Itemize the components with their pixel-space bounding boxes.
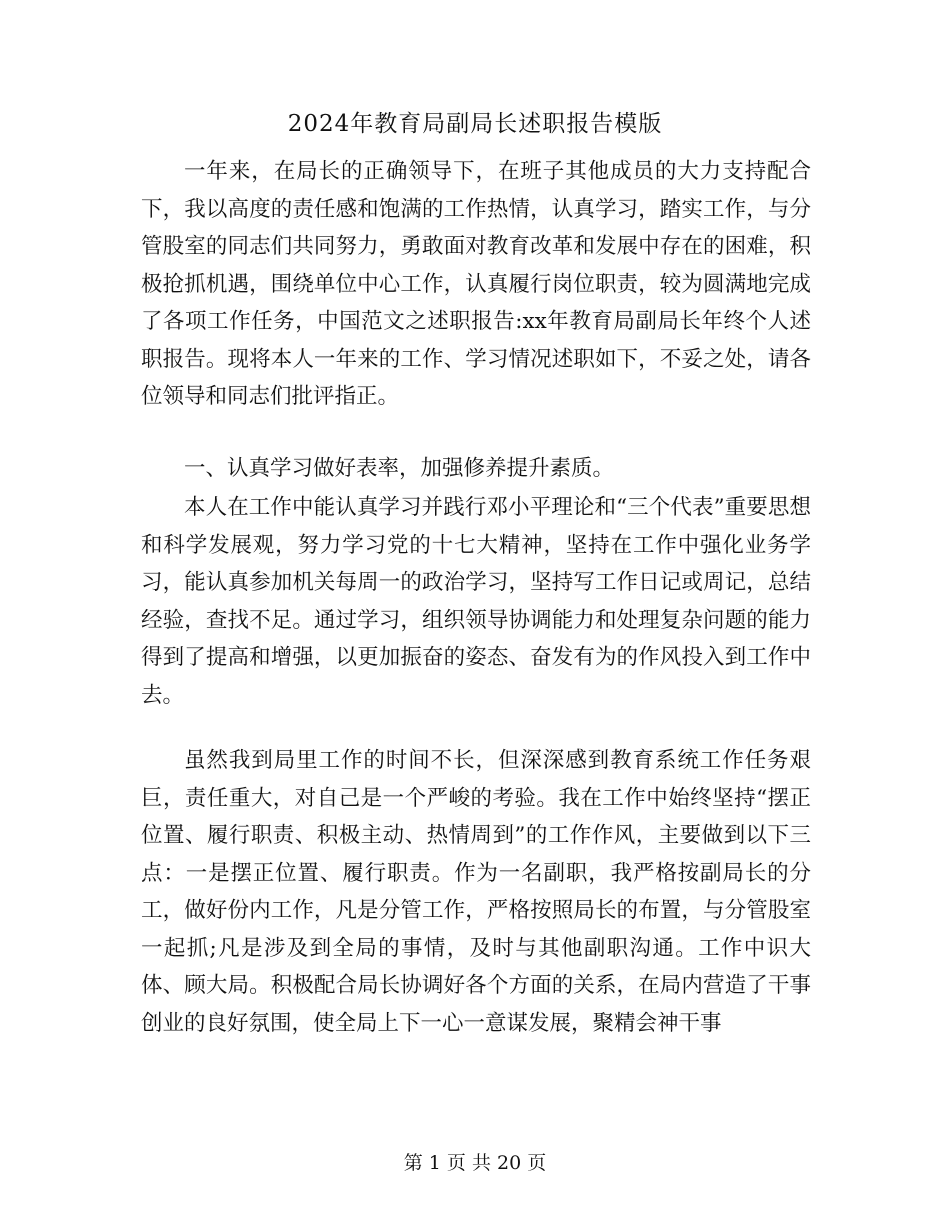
paragraph-work [141,742,811,1042]
paragraph-intro [141,153,811,416]
paragraph-study [141,489,811,714]
paragraph-text: 一年来，在局长的正确领导下，在班子其他成员的大力支持配合下，我以高度的责任感和饱满的工作热情，认真学习，踏实工作，与分管股室的同志们共同努力，勇敢面对教育改革和发展中存在的困难，积极抢抓机遇，围绕单位中心工作，认真履行岗位职责，较为圆满地完成了各项工作任务，中国范文之述职报告:xx年教育局副局长年终个人述职报告。现将本人一年来的工作、学习情况述职如下，不妥之处，请各位领导和同志们批评指正。 [141,159,811,409]
page-footer: 第 1 页 共 20 页 [403,1152,547,1174]
section-heading-text: 一、认真学习做好表率，加强修养提升素质。 [184,456,615,481]
paragraph-text: 本人在工作中能认真学习并践行邓小平理论和“三个代表”重要思想和科学发展观，努力学习党的十七大精神，坚持在工作中强化业务学习，能认真参加机关每周一的政治学习，坚持写工作日记或周记，总结经验，查找不足。通过学习，组织领导协调能力和处理复杂问题的能力得到了提高和增强，以更加振奋的姿态、奋发有为的作风投入到工作中去。 [141,495,811,708]
section-heading [141,450,811,488]
document-title: 2024年教育局副局长述职报告模版 [287,111,663,137]
paragraph-text: 虽然我到局里工作的时间不长，但深深感到教育系统工作任务艰巨，责任重大，对自己是一个严峻的考验。我在工作中始终坚持“摆正位置、履行职责、积极主动、热情周到”的工作作风，主要做到以下三点：一是摆正位置、履行职责。作为一名副职，我严格按副局长的分工，做好份内工作，凡是分管工作，严格按照局长的布置，与分管股室一起抓;凡是涉及到全局的事情，及时与其他副职沟通。工作中识大体、顾大局。积极配合局长协调好各个方面的关系，在局内营造了干事创业的良好氛围，使全局上下一心一意谋发展，聚精会神干事 [141,748,811,1036]
